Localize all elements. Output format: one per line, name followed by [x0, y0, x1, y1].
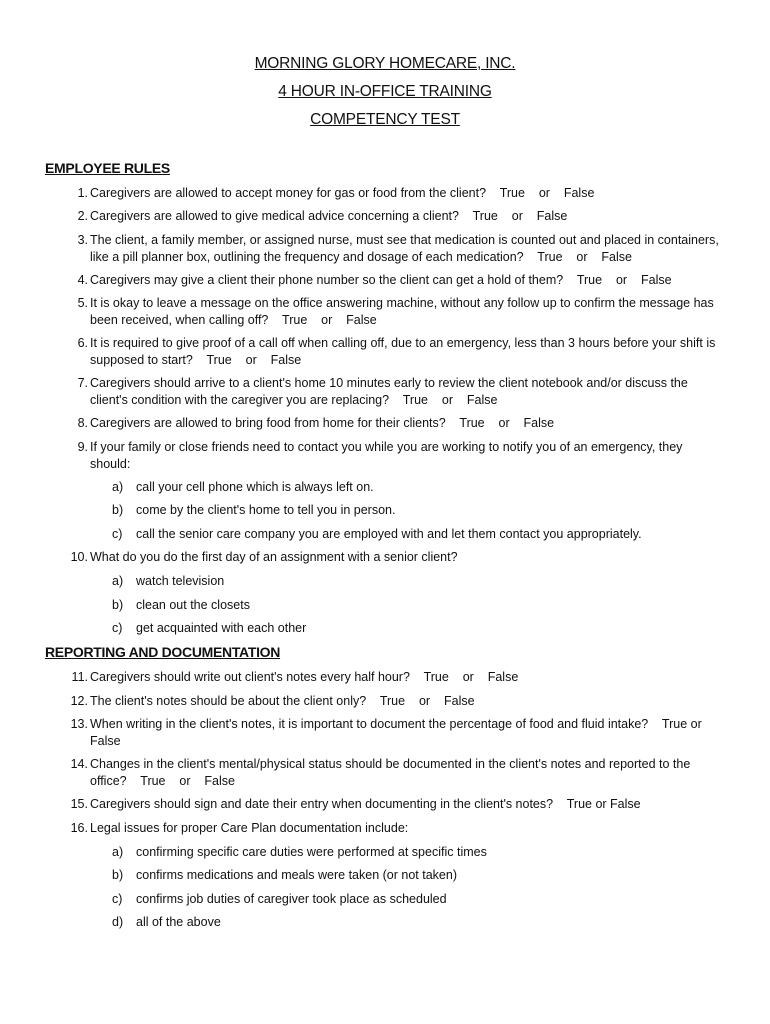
option-letter: d) [112, 915, 124, 929]
question-11 [66, 669, 726, 686]
option-text: get acquainted with each other [136, 621, 307, 635]
option-text: come by the client's home to tell you in person. [136, 503, 396, 517]
company-name: MORNING GLORY HOMECARE, INC. [254, 55, 516, 72]
q16-option-a [112, 844, 487, 861]
question-number: 6. [77, 336, 88, 350]
q16-option-c [112, 891, 447, 908]
question-number: 14. [70, 757, 88, 771]
question-text: The client, a family member, or assigned nurse, must see that medication is counted out and placed in containers, like a pill planner box, outlining the frequency and dosage of each medication? True or False [90, 233, 723, 264]
question-9 [66, 439, 726, 472]
question-number: 15. [70, 797, 88, 811]
question-13 [66, 716, 726, 749]
q10-option-a [112, 573, 224, 590]
question-14 [66, 756, 726, 789]
question-text: Caregivers are allowed to accept money for gas or food from the client? True or False [90, 186, 595, 200]
option-letter: b) [112, 503, 124, 517]
option-letter: c) [112, 527, 123, 541]
question-text: Caregivers are allowed to bring food from home for their clients? True or False [90, 416, 555, 430]
q16-option-b [112, 867, 457, 884]
option-letter: a) [112, 574, 124, 588]
question-number: 9. [77, 440, 88, 454]
question-15 [66, 796, 726, 813]
question-text: The client's notes should be about the client only? True or False [90, 694, 475, 708]
question-text: Changes in the client's mental/physical status should be documented in the client's notes and reported to the office? True or False [90, 757, 694, 788]
q9-option-a [112, 479, 374, 496]
option-text: clean out the closets [136, 598, 250, 612]
question-2 [66, 208, 726, 225]
option-letter: b) [112, 598, 124, 612]
section-heading-reporting: REPORTING AND DOCUMENTATION [45, 644, 281, 660]
training-title: 4 HOUR IN-OFFICE TRAINING [278, 83, 492, 100]
q10-option-c [112, 620, 306, 637]
q9-option-c [112, 526, 642, 543]
option-text: all of the above [136, 915, 221, 929]
question-12 [66, 693, 726, 710]
question-text: Caregivers may give a client their phone number so the client can get a hold of them? True or False [90, 273, 672, 287]
question-4 [66, 272, 726, 289]
question-1 [66, 185, 726, 202]
question-text: Caregivers are allowed to give medical advice concerning a client? True or False [90, 209, 568, 223]
option-text: watch television [136, 574, 225, 588]
question-16 [66, 820, 726, 837]
question-text: When writing in the client's notes, it is important to document the percentage of food and fluid intake? True or False [90, 717, 716, 748]
question-7 [66, 375, 726, 408]
q10-option-b [112, 597, 250, 614]
question-number: 2. [77, 209, 88, 223]
test-title: COMPETENCY TEST [310, 111, 460, 128]
option-letter: c) [112, 892, 123, 906]
option-text: confirms job duties of caregiver took place as scheduled [136, 892, 447, 906]
question-text: Caregivers should sign and date their entry when documenting in the client's notes? True or False [90, 797, 641, 811]
option-text: confirming specific care duties were performed at specific times [136, 845, 487, 859]
question-text: It is required to give proof of a call off when calling off, due to an emergency, less than 3 hours before your shift is supposed to start? True or False [90, 336, 719, 367]
question-number: 10. [70, 550, 88, 564]
question-text: Caregivers should write out client's notes every half hour? True or False [90, 670, 519, 684]
q9-option-b [112, 502, 395, 519]
document-header [0, 50, 770, 134]
question-number: 5. [77, 296, 88, 310]
question-number: 7. [77, 376, 88, 390]
question-number: 11. [71, 670, 88, 684]
question-number: 1. [77, 186, 88, 200]
section-heading-employee-rules: EMPLOYEE RULES [45, 160, 170, 176]
option-letter: c) [112, 621, 123, 635]
question-number: 3. [77, 233, 88, 247]
option-letter: a) [112, 845, 124, 859]
option-text: call the senior care company you are employed with and let them contact you appropriately. [136, 527, 642, 541]
option-letter: b) [112, 868, 124, 882]
question-text: It is okay to leave a message on the office answering machine, without any follow up to confirm the message has been received, when calling off? True or False [90, 296, 718, 327]
question-number: 13. [70, 717, 88, 731]
question-number: 4. [77, 273, 88, 287]
option-text: call your cell phone which is always left on. [136, 480, 374, 494]
option-text: confirms medications and meals were taken (or not taken) [136, 868, 457, 882]
question-text: If your family or close friends need to contact you while you are working to notify you of an emergency, they should: [90, 440, 686, 471]
question-text: What do you do the first day of an assignment with a senior client? [90, 550, 458, 564]
question-number: 8. [77, 416, 88, 430]
question-5 [66, 295, 726, 328]
question-text: Caregivers should arrive to a client's home 10 minutes early to review the client notebook and/or discuss the client's condition with the caregiver you are replacing? True or False [90, 376, 692, 407]
question-8 [66, 415, 726, 432]
question-number: 12. [70, 694, 88, 708]
question-6 [66, 335, 726, 368]
question-3 [66, 232, 726, 265]
question-10 [66, 549, 726, 566]
q16-option-d [112, 914, 221, 931]
option-letter: a) [112, 480, 124, 494]
question-text: Legal issues for proper Care Plan documentation include: [90, 821, 409, 835]
question-number: 16. [70, 821, 88, 835]
